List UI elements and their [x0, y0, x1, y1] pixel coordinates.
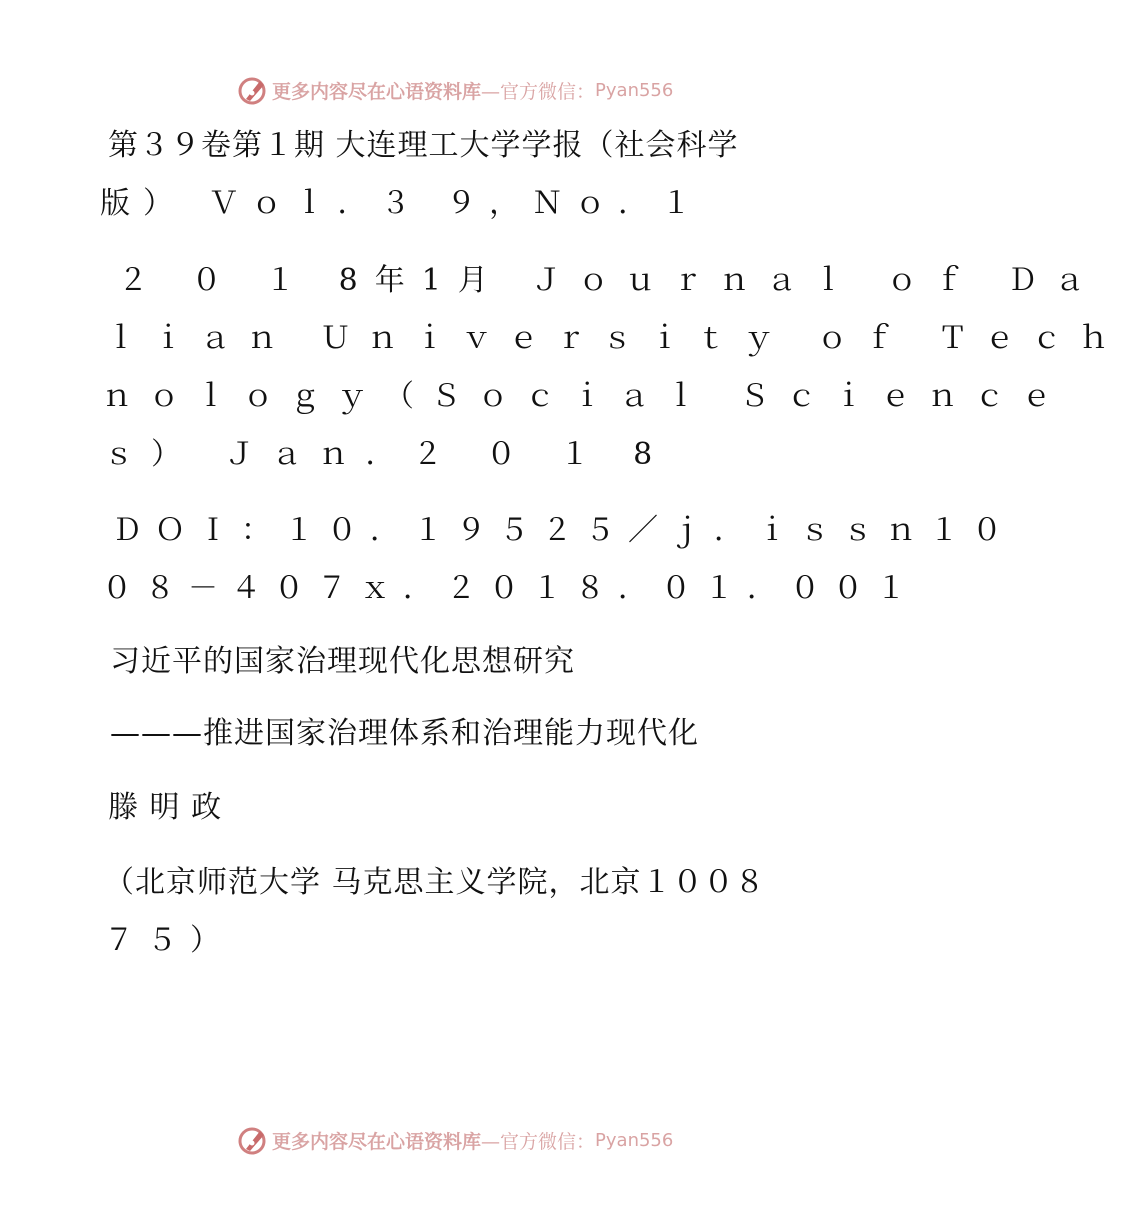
- watermark-label: —官方微信：: [481, 80, 596, 103]
- watermark-wechat-id: Pyan556: [595, 1129, 674, 1151]
- watermark-banner-top: [236, 72, 673, 108]
- author-name: 滕 明 政: [108, 790, 223, 825]
- article-title: 习近平的国家治理现代化思想研究: [110, 644, 575, 679]
- doi-line-cont: ０８－４０７ｘ．２０１８．０１．００１: [102, 571, 919, 606]
- pen-nib-circle-icon: [236, 73, 270, 107]
- author-affiliation: （北京师范大学 马克思主义学院，北京１００８: [104, 865, 766, 900]
- pen-nib-circle-icon: [236, 1123, 270, 1157]
- watermark-brand-text: 更多内容尽在心语资料库: [272, 80, 482, 103]
- watermark-label: —官方微信：: [481, 1130, 596, 1153]
- watermark-wechat-id: Pyan556: [595, 79, 674, 101]
- journal-volume-line: 第３９卷第１期 大连理工大学学报（社会科学: [108, 128, 739, 163]
- journal-name-line: ｌｉａｎ Ｕｎｉｖｅｒｓｉｔｙ ｏｆ Ｔｅｃｈ: [106, 321, 1126, 356]
- journal-date-line-en: ｓ） Ｊａｎ．２ ０ １ 8: [104, 437, 670, 472]
- doi-line: ＤＯＩ：１０．１９５２５／ｊ．ｉｓｓｎ１０: [112, 513, 1015, 548]
- watermark-banner-bottom: [236, 1122, 673, 1158]
- journal-name-line-cont: ｎｏｌｏｇｙ（Ｓｏｃｉａｌ Ｓｃｉｅｎｃｅ: [102, 379, 1069, 414]
- article-subtitle: ———推进国家治理体系和治理能力现代化: [110, 716, 699, 751]
- journal-volume-line-cont: 版） Ｖｏｌ．３ ９，Ｎｏ．１: [100, 186, 705, 221]
- watermark-brand-text: 更多内容尽在心语资料库: [272, 1130, 482, 1153]
- journal-date-line: ２ ０ １ 8年1月 Ｊｏｕｒｎａｌ ｏｆ Ｄａ: [118, 263, 1102, 298]
- author-affiliation-cont: ７５）: [104, 923, 233, 958]
